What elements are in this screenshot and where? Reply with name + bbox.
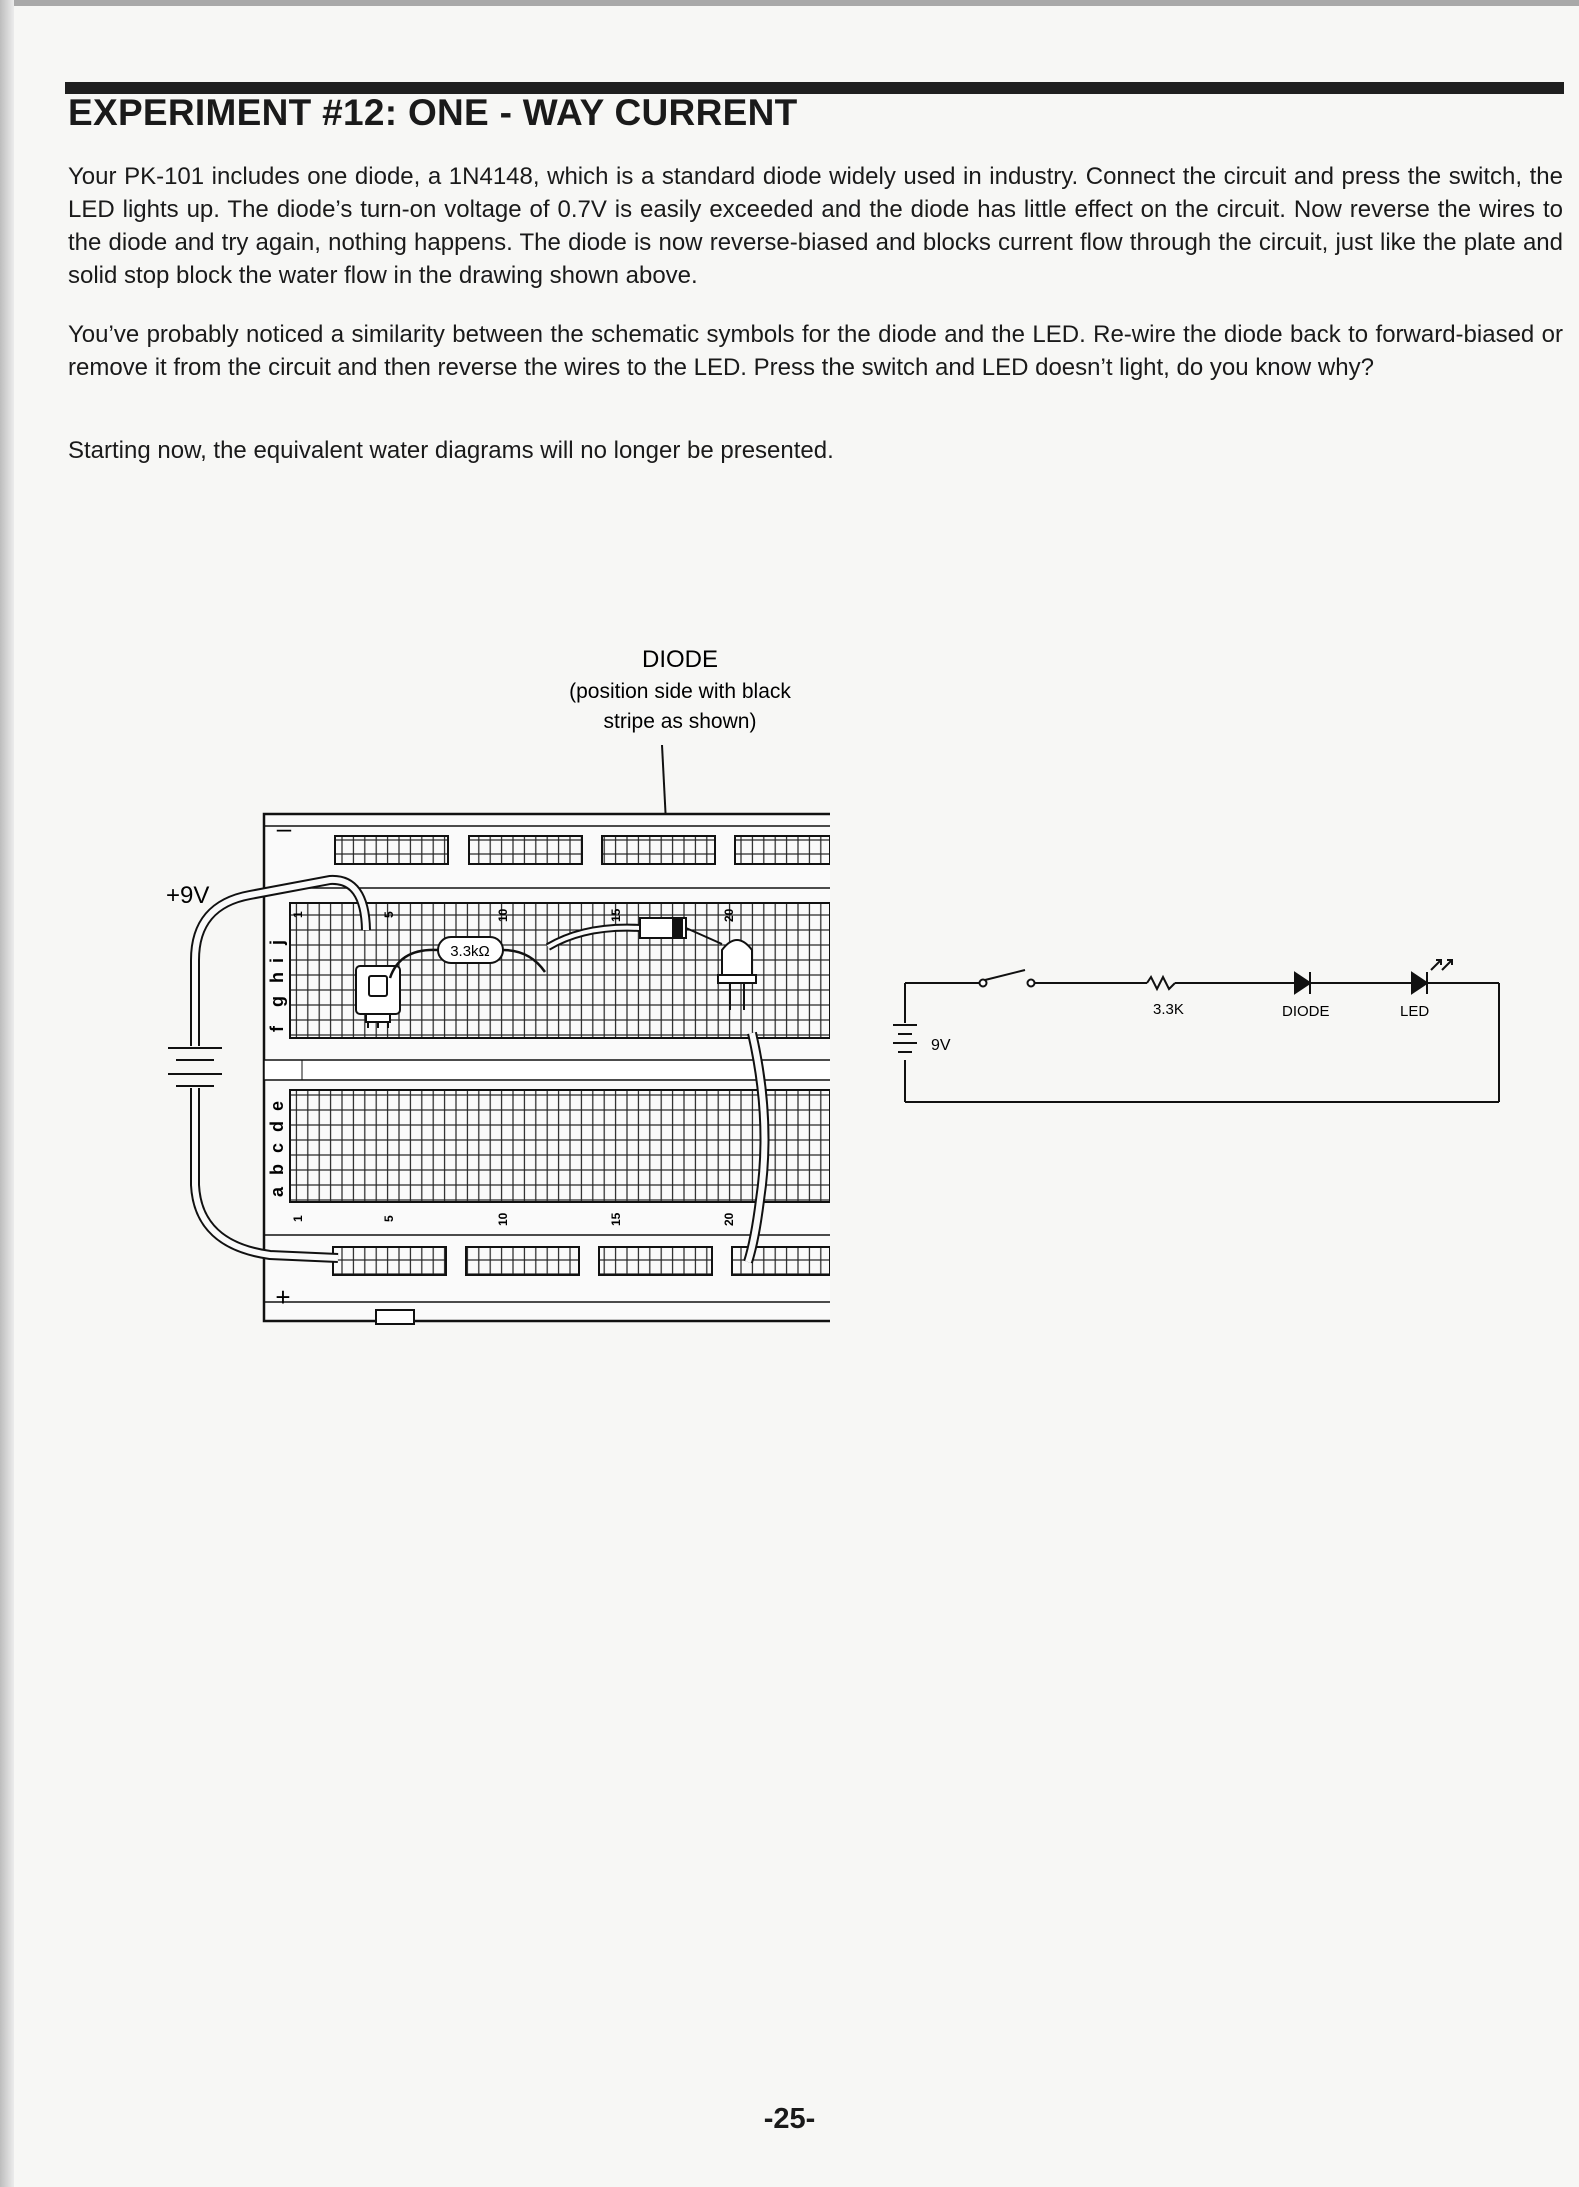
diode-callout-title: DIODE bbox=[641, 646, 719, 673]
diode-callout-line2: stripe as shown) bbox=[603, 710, 757, 733]
switch-blade bbox=[985, 970, 1025, 980]
schematic-diode-label: DIODE bbox=[1282, 1003, 1330, 1020]
paragraph-2: You’ve probably noticed a similarity between the schematic symbols for the diode and the LED. Re-wire the diode back to forward-biased or remove it from the circuit and then reverse the wires to the LED. Press the switch and LED doesn’t light, do you know why? bbox=[68, 321, 1563, 381]
svg-text:1: 1 bbox=[291, 911, 305, 918]
svg-text:5: 5 bbox=[382, 1215, 396, 1222]
svg-text:b: b bbox=[267, 1164, 287, 1175]
svg-text:i: i bbox=[267, 957, 287, 963]
svg-text:d: d bbox=[267, 1121, 287, 1132]
switch-contact-right bbox=[1028, 980, 1035, 987]
rail-plus-label: + bbox=[275, 1282, 291, 1312]
terminal-strip-bottom bbox=[290, 1090, 830, 1202]
svg-text:f: f bbox=[267, 1026, 287, 1032]
svg-text:20: 20 bbox=[722, 908, 736, 922]
svg-text:15: 15 bbox=[609, 1212, 623, 1226]
board-tab bbox=[376, 1310, 414, 1324]
switch-contact-left bbox=[980, 980, 987, 987]
schematic-led-label: LED bbox=[1400, 1003, 1430, 1020]
svg-text:c: c bbox=[267, 1142, 287, 1153]
svg-text:5: 5 bbox=[382, 911, 396, 918]
schematic-battery-label: 9V bbox=[931, 1037, 951, 1054]
battery-plus-label: +9V bbox=[166, 882, 210, 909]
top-border bbox=[14, 0, 1579, 6]
experiment-title: EXPERIMENT #12: ONE - WAY CURRENT bbox=[68, 92, 798, 133]
svg-text:e: e bbox=[267, 1100, 287, 1111]
schematic-diode-symbol bbox=[1295, 972, 1310, 994]
page-number: -25- bbox=[763, 2103, 816, 2135]
svg-text:15: 15 bbox=[609, 908, 623, 922]
paragraph-3: Starting now, the equivalent water diagrams will no longer be presented. bbox=[68, 437, 834, 464]
top-power-rail bbox=[335, 836, 830, 864]
svg-text:20: 20 bbox=[722, 1212, 736, 1226]
svg-text:h: h bbox=[267, 972, 287, 983]
resistor-zigzag bbox=[1147, 977, 1175, 989]
schematic-battery-symbol bbox=[893, 1025, 917, 1052]
svg-text:10: 10 bbox=[496, 1212, 510, 1226]
page-edge bbox=[0, 0, 14, 2187]
svg-text:10: 10 bbox=[496, 908, 510, 922]
breadboard-figure bbox=[150, 630, 830, 1350]
battery-symbol bbox=[168, 1048, 222, 1086]
rail-minus-label: – bbox=[276, 813, 292, 843]
schematic-led-symbol bbox=[1412, 960, 1452, 994]
schematic-diagram bbox=[890, 945, 1510, 1115]
schematic-resistor-label: 3.3K bbox=[1153, 1001, 1184, 1018]
svg-text:1: 1 bbox=[291, 1215, 305, 1222]
paragraph-1: Your PK-101 includes one diode, a 1N4148, which is a standard diode widely used in industry. Connect the circuit and press the switch, the LED lights up. The diode’s turn-on voltage of 0.7V is easily exceeded and the diode has little effect on the circuit. Now reverse the wires to the diode and try again, nothing happens. The diode is now reverse-biased and blocks current flow through the circuit, just like the plate and solid stop block the water flow in the drawing shown above. bbox=[68, 163, 1563, 289]
svg-text:j: j bbox=[267, 939, 287, 945]
svg-text:a: a bbox=[267, 1186, 287, 1197]
diode-callout-line1: (position side with black bbox=[569, 680, 791, 703]
svg-text:g: g bbox=[267, 996, 287, 1007]
resistor-label: 3.3kΩ bbox=[450, 943, 490, 960]
